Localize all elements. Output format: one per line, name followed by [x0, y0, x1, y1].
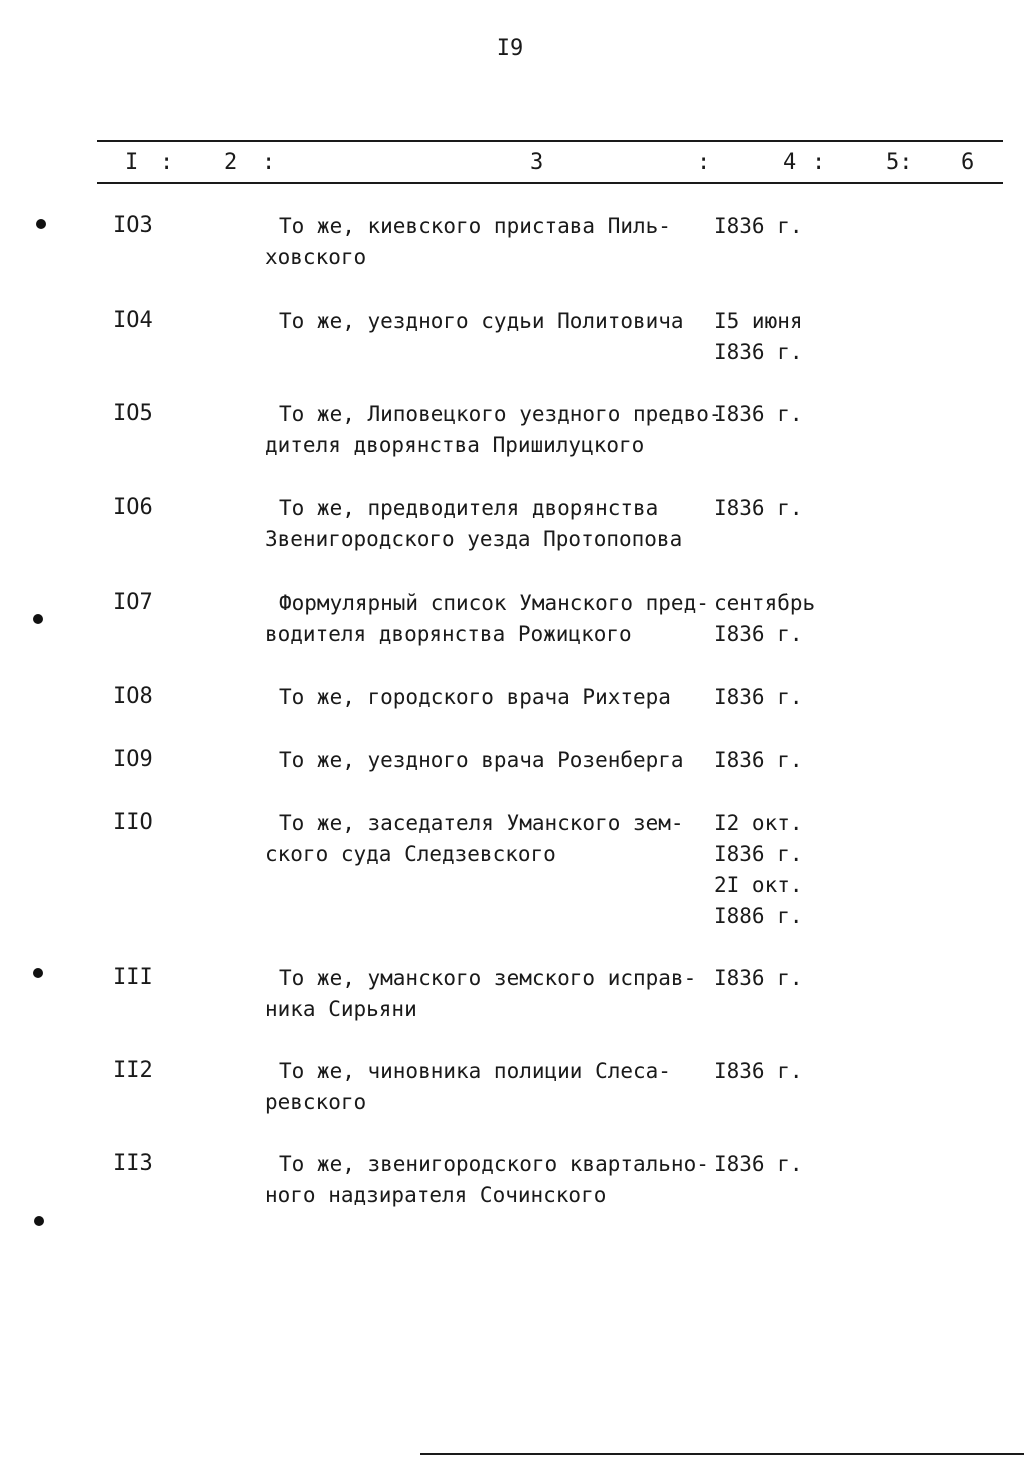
- entry-date-line: I836 г.: [714, 966, 803, 990]
- entry-description-line: ховского: [265, 245, 367, 269]
- entry-date-line: 2I окт.: [714, 873, 803, 897]
- entry-date-line: I836 г.: [714, 214, 803, 238]
- entry-number: IIO: [113, 810, 153, 835]
- entry-description: [265, 306, 713, 337]
- entry-number: IO9: [113, 747, 153, 772]
- entry-description-line: ского суда Следзевского: [265, 842, 556, 866]
- header-sep-1: :: [160, 150, 174, 175]
- page-number: I9: [496, 36, 524, 61]
- entry-date-line: I5 июня: [714, 309, 803, 333]
- entry-description: [265, 682, 713, 713]
- entry-description-line: То же, городского врача Рихтера: [279, 685, 671, 709]
- entry-description-line: водителя дворянства Рожицкого: [265, 622, 632, 646]
- entry-description: [265, 1056, 713, 1118]
- entry-date: [714, 1056, 803, 1087]
- entry-description-line: То же, Липовецкого уездного предво-: [279, 402, 722, 426]
- header-col-3: 3: [530, 150, 544, 175]
- entry-date: [714, 1149, 803, 1180]
- entry-number: II2: [113, 1058, 153, 1083]
- entry-description-line: То же, предводителя дворянства: [279, 496, 659, 520]
- entry-date-line: I2 окт.: [714, 811, 803, 835]
- entry-description-line: ревского: [265, 1090, 367, 1114]
- entry-description: [265, 493, 713, 555]
- entry-description-line: То же, чиновника полиции Слеса-: [279, 1059, 671, 1083]
- entry-description: [265, 745, 713, 776]
- entry-date-line: I836 г.: [714, 1059, 803, 1083]
- entry-description-line: То же, уездного судьи Политовича: [279, 309, 684, 333]
- header-sep-4: :: [812, 150, 826, 175]
- entry-date-line: I836 г.: [714, 402, 803, 426]
- entry-date-line: I836 г.: [714, 340, 803, 364]
- entry-description-line: ника Сирьяни: [265, 997, 417, 1021]
- entry-description-line: Формулярный список Уманского пред-: [279, 591, 709, 615]
- entry-date: [714, 745, 803, 776]
- header-col-4: 4: [783, 150, 797, 175]
- entry-description-line: дителя дворянства Пришилуцкого: [265, 433, 645, 457]
- entry-description-line: То же, заседателя Уманского зем-: [279, 811, 684, 835]
- entry-description: [265, 588, 713, 650]
- entry-date-line: I886 г.: [714, 904, 803, 928]
- entry-date: [714, 493, 803, 524]
- entry-description-line: То же, уманского земского исправ-: [279, 966, 697, 990]
- header-col-6: 6: [961, 150, 975, 175]
- entry-date-line: I836 г.: [714, 1152, 803, 1176]
- entry-date-line: I836 г.: [714, 496, 803, 520]
- entry-date: [714, 808, 803, 932]
- entry-date-line: I836 г.: [714, 622, 803, 646]
- header-rule-bottom: [97, 182, 1003, 184]
- entry-date-line: I836 г.: [714, 748, 803, 772]
- punch-hole-mark: [34, 1216, 44, 1226]
- punch-hole-mark: [33, 614, 43, 624]
- entry-number: IO7: [113, 590, 153, 615]
- entry-number: IO4: [113, 308, 153, 333]
- entry-date: [714, 211, 803, 242]
- entry-number: IO8: [113, 684, 153, 709]
- header-sep-3: :: [697, 150, 711, 175]
- entry-description-line: То же, уездного врача Розенберга: [279, 748, 684, 772]
- entry-date-line: I836 г.: [714, 685, 803, 709]
- entry-description-line: То же, звенигородского квартально-: [279, 1152, 709, 1176]
- entry-date: [714, 306, 803, 368]
- entry-description: [265, 808, 713, 870]
- entry-description: [265, 211, 713, 273]
- entry-number: II3: [113, 1151, 153, 1176]
- entry-description: [265, 963, 713, 1025]
- entry-date: [714, 682, 803, 713]
- entry-description-line: ного надзирателя Сочинского: [265, 1183, 607, 1207]
- entry-description-line: То же, киевского пристава Пиль-: [279, 214, 671, 238]
- entry-date: [714, 399, 803, 430]
- entry-description-line: Звенигородского уезда Протопопова: [265, 527, 683, 551]
- page-bottom-rule: [420, 1453, 1024, 1455]
- entry-description: [265, 399, 722, 461]
- entry-date-line: сентябрь: [714, 591, 816, 615]
- header-col-2: 2: [224, 150, 238, 175]
- punch-hole-mark: [33, 968, 43, 978]
- punch-hole-mark: [36, 219, 46, 229]
- entry-description: [265, 1149, 713, 1211]
- entry-date-line: I836 г.: [714, 842, 803, 866]
- header-sep-2: :: [262, 150, 276, 175]
- header-rule-top: [97, 140, 1003, 142]
- entry-number: IO6: [113, 495, 153, 520]
- entry-date: [714, 588, 815, 650]
- entry-date: [714, 963, 803, 994]
- entry-number: IO3: [113, 213, 153, 238]
- entry-number: III: [113, 965, 153, 990]
- header-col-1: I: [125, 150, 139, 175]
- header-col-5: 5:: [886, 150, 913, 175]
- entry-number: IO5: [113, 401, 153, 426]
